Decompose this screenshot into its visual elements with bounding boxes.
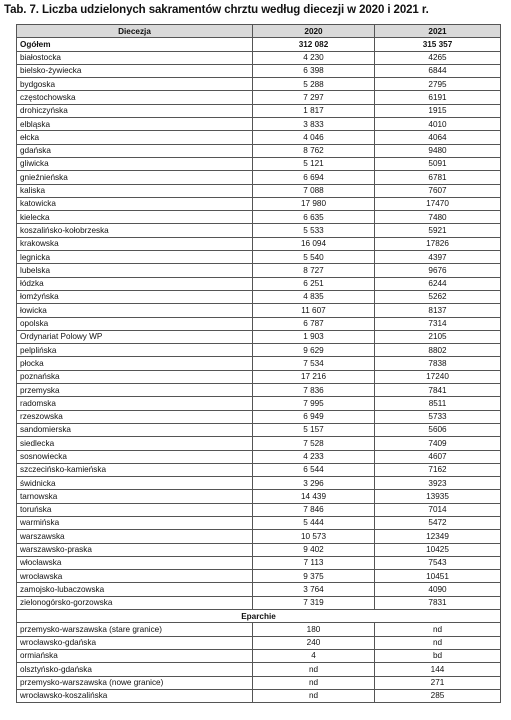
diocese-row (17, 157, 501, 170)
cell-2020: 6 544 (253, 463, 375, 476)
cell-name: gliwicka (17, 157, 253, 170)
cell-name: drohiczyńska (17, 104, 253, 117)
cell-2020: 7 846 (253, 503, 375, 516)
diocese-row (17, 131, 501, 144)
cell-2021: 7838 (375, 357, 501, 370)
cell-2020: 6 949 (253, 410, 375, 423)
cell-2020: 7 995 (253, 397, 375, 410)
cell-2020: 6 694 (253, 171, 375, 184)
cell-2020: 3 296 (253, 477, 375, 490)
cell-2021: 8137 (375, 304, 501, 317)
cell-name: łomżyńska (17, 290, 253, 303)
diocese-row (17, 477, 501, 490)
cell-2020: 180 (253, 623, 375, 636)
cell-2020: 240 (253, 636, 375, 649)
cell-2020: 7 836 (253, 384, 375, 397)
diocese-row (17, 503, 501, 516)
cell-2021: nd (375, 636, 501, 649)
cell-name: koszalińsko-kołobrzeska (17, 224, 253, 237)
cell-2020: 10 573 (253, 530, 375, 543)
cell-2020: 7 319 (253, 596, 375, 609)
cell-name: warszawsko-praska (17, 543, 253, 556)
cell-2021: 4064 (375, 131, 501, 144)
cell-2020: 5 121 (253, 157, 375, 170)
header-2021: 2021 (375, 25, 501, 38)
cell-2021: 5472 (375, 516, 501, 529)
header-row (17, 25, 501, 38)
cell-2020: nd (253, 689, 375, 702)
cell-name: lubelska (17, 264, 253, 277)
cell-2020: 4 (253, 649, 375, 662)
cell-2020: 3 833 (253, 118, 375, 131)
diocese-row (17, 556, 501, 569)
diocese-row (17, 251, 501, 264)
cell-2021: 5262 (375, 290, 501, 303)
eparchies-label: Eparchie (17, 610, 501, 623)
cell-name: kielecka (17, 211, 253, 224)
diocese-row (17, 397, 501, 410)
cell-2020: 9 375 (253, 570, 375, 583)
cell-name: elbląska (17, 118, 253, 131)
eparchy-row (17, 649, 501, 662)
cell-name: toruńska (17, 503, 253, 516)
cell-name: wrocławska (17, 570, 253, 583)
cell-2020: 5 444 (253, 516, 375, 529)
diocese-row (17, 317, 501, 330)
cell-2020: 4 233 (253, 450, 375, 463)
cell-2020: 17 980 (253, 197, 375, 210)
cell-2021: 7841 (375, 384, 501, 397)
cell-name: olsztyńsko-gdańska (17, 663, 253, 676)
diocese-row (17, 64, 501, 77)
cell-2021: 6781 (375, 171, 501, 184)
cell-2021: 8511 (375, 397, 501, 410)
eparchy-row (17, 623, 501, 636)
cell-2020: 6 635 (253, 211, 375, 224)
cell-name: katowicka (17, 197, 253, 210)
cell-2021: 7014 (375, 503, 501, 516)
cell-2021: 4397 (375, 251, 501, 264)
cell-name: łódzka (17, 277, 253, 290)
total-2021: 315 357 (375, 38, 501, 51)
cell-name: warszawska (17, 530, 253, 543)
cell-2021: 10425 (375, 543, 501, 556)
cell-2021: 285 (375, 689, 501, 702)
cell-name: opolska (17, 317, 253, 330)
cell-name: częstochowska (17, 91, 253, 104)
cell-name: wrocławsko-koszalińska (17, 689, 253, 702)
cell-2020: 7 534 (253, 357, 375, 370)
cell-2020: 3 764 (253, 583, 375, 596)
cell-name: łowicka (17, 304, 253, 317)
cell-2020: 4 835 (253, 290, 375, 303)
cell-2021: 271 (375, 676, 501, 689)
eparchy-row (17, 689, 501, 702)
cell-2021: 6844 (375, 64, 501, 77)
cell-name: białostocka (17, 51, 253, 64)
diocese-row (17, 570, 501, 583)
cell-name: świdnicka (17, 477, 253, 490)
cell-2021: 12349 (375, 530, 501, 543)
diocese-row (17, 91, 501, 104)
diocese-row (17, 224, 501, 237)
cell-name: płocka (17, 357, 253, 370)
cell-name: sosnowiecka (17, 450, 253, 463)
eparchies-section-row (17, 610, 501, 623)
diocese-row (17, 516, 501, 529)
cell-2020: 4 046 (253, 131, 375, 144)
cell-2021: 1915 (375, 104, 501, 117)
cell-2020: 1 903 (253, 330, 375, 343)
cell-2021: 4010 (375, 118, 501, 131)
diocese-row (17, 330, 501, 343)
cell-2021: 13935 (375, 490, 501, 503)
cell-name: krakowska (17, 237, 253, 250)
diocese-row (17, 290, 501, 303)
diocese-row (17, 344, 501, 357)
cell-2020: 4 230 (253, 51, 375, 64)
cell-2020: 7 297 (253, 91, 375, 104)
cell-name: poznańska (17, 370, 253, 383)
total-row (17, 38, 501, 51)
diocese-row (17, 118, 501, 131)
cell-2021: 7831 (375, 596, 501, 609)
cell-2021: 8802 (375, 344, 501, 357)
diocese-row (17, 370, 501, 383)
cell-2021: 2105 (375, 330, 501, 343)
cell-2021: 9676 (375, 264, 501, 277)
cell-2020: 16 094 (253, 237, 375, 250)
cell-2021: 10451 (375, 570, 501, 583)
cell-name: rzeszowska (17, 410, 253, 423)
diocese-row (17, 423, 501, 436)
diocese-row (17, 543, 501, 556)
cell-2020: 6 251 (253, 277, 375, 290)
diocese-row (17, 450, 501, 463)
header-diocese: Diecezja (17, 25, 253, 38)
cell-2021: 6191 (375, 91, 501, 104)
eparchy-row (17, 663, 501, 676)
diocese-row (17, 304, 501, 317)
cell-name: włocławska (17, 556, 253, 569)
header-2020: 2020 (253, 25, 375, 38)
diocese-row (17, 264, 501, 277)
cell-name: gdańska (17, 144, 253, 157)
diocese-row (17, 357, 501, 370)
cell-2020: 7 113 (253, 556, 375, 569)
cell-2020: 17 216 (253, 370, 375, 383)
diocese-row (17, 51, 501, 64)
diocese-row (17, 78, 501, 91)
cell-2021: 7162 (375, 463, 501, 476)
cell-name: ormiańska (17, 649, 253, 662)
cell-2020: 8 762 (253, 144, 375, 157)
cell-name: zamojsko-lubaczowska (17, 583, 253, 596)
cell-2021: 2795 (375, 78, 501, 91)
cell-2021: 5921 (375, 224, 501, 237)
eparchy-row (17, 636, 501, 649)
diocese-row (17, 463, 501, 476)
cell-2021: 3923 (375, 477, 501, 490)
diocese-row (17, 384, 501, 397)
cell-2021: 7314 (375, 317, 501, 330)
cell-2021: bd (375, 649, 501, 662)
table-title: Tab. 7. Liczba udzielonych sakramentów chrztu według diecezji w 2020 i 2021 r. (4, 4, 429, 16)
cell-2021: 4607 (375, 450, 501, 463)
cell-name: kaliska (17, 184, 253, 197)
diocese-row (17, 583, 501, 596)
cell-name: przemyska (17, 384, 253, 397)
cell-2020: 5 540 (253, 251, 375, 264)
cell-name: wrocławsko-gdańska (17, 636, 253, 649)
eparchy-row (17, 676, 501, 689)
cell-name: sandomierska (17, 423, 253, 436)
diocese-row (17, 277, 501, 290)
cell-name: siedlecka (17, 437, 253, 450)
diocese-row (17, 104, 501, 117)
cell-2020: 5 157 (253, 423, 375, 436)
diocese-row (17, 410, 501, 423)
cell-2021: 5091 (375, 157, 501, 170)
cell-2021: 17240 (375, 370, 501, 383)
cell-name: bielsko-żywiecka (17, 64, 253, 77)
cell-2020: 5 533 (253, 224, 375, 237)
cell-2020: 8 727 (253, 264, 375, 277)
cell-2021: 4265 (375, 51, 501, 64)
cell-2020: 7 088 (253, 184, 375, 197)
cell-2021: 17470 (375, 197, 501, 210)
cell-2020: 5 288 (253, 78, 375, 91)
cell-name: zielonogórsko-gorzowska (17, 596, 253, 609)
cell-name: legnicka (17, 251, 253, 264)
diocese-row (17, 490, 501, 503)
cell-name: radomska (17, 397, 253, 410)
cell-name: warmińska (17, 516, 253, 529)
cell-2020: 7 528 (253, 437, 375, 450)
cell-2020: nd (253, 676, 375, 689)
diocese-row (17, 211, 501, 224)
diocese-row (17, 237, 501, 250)
cell-name: tarnowska (17, 490, 253, 503)
cell-name: przemysko-warszawska (nowe granice) (17, 676, 253, 689)
diocese-row (17, 184, 501, 197)
diocese-row (17, 437, 501, 450)
cell-2021: 6244 (375, 277, 501, 290)
diocese-row (17, 596, 501, 609)
cell-2021: 17826 (375, 237, 501, 250)
diocese-row (17, 197, 501, 210)
baptisms-table (16, 24, 501, 703)
cell-2021: 7607 (375, 184, 501, 197)
cell-2020: 14 439 (253, 490, 375, 503)
total-label: Ogółem (17, 38, 253, 51)
diocese-row (17, 171, 501, 184)
cell-2020: 1 817 (253, 104, 375, 117)
cell-2021: 7543 (375, 556, 501, 569)
cell-2021: 5733 (375, 410, 501, 423)
cell-2021: 7480 (375, 211, 501, 224)
cell-2021: nd (375, 623, 501, 636)
cell-2020: 9 629 (253, 344, 375, 357)
diocese-row (17, 530, 501, 543)
total-2020: 312 082 (253, 38, 375, 51)
cell-name: szczecińsko-kamieńska (17, 463, 253, 476)
diocese-row (17, 144, 501, 157)
cell-2020: 6 787 (253, 317, 375, 330)
cell-2021: 4090 (375, 583, 501, 596)
cell-2021: 5606 (375, 423, 501, 436)
cell-2021: 9480 (375, 144, 501, 157)
cell-name: Ordynariat Polowy WP (17, 330, 253, 343)
cell-2020: 9 402 (253, 543, 375, 556)
cell-name: gnieźnieńska (17, 171, 253, 184)
cell-2021: 7409 (375, 437, 501, 450)
cell-name: pelplińska (17, 344, 253, 357)
cell-name: przemysko-warszawska (stare granice) (17, 623, 253, 636)
cell-name: bydgoska (17, 78, 253, 91)
cell-2020: 6 398 (253, 64, 375, 77)
cell-name: ełcka (17, 131, 253, 144)
cell-2020: nd (253, 663, 375, 676)
cell-2021: 144 (375, 663, 501, 676)
cell-2020: 11 607 (253, 304, 375, 317)
